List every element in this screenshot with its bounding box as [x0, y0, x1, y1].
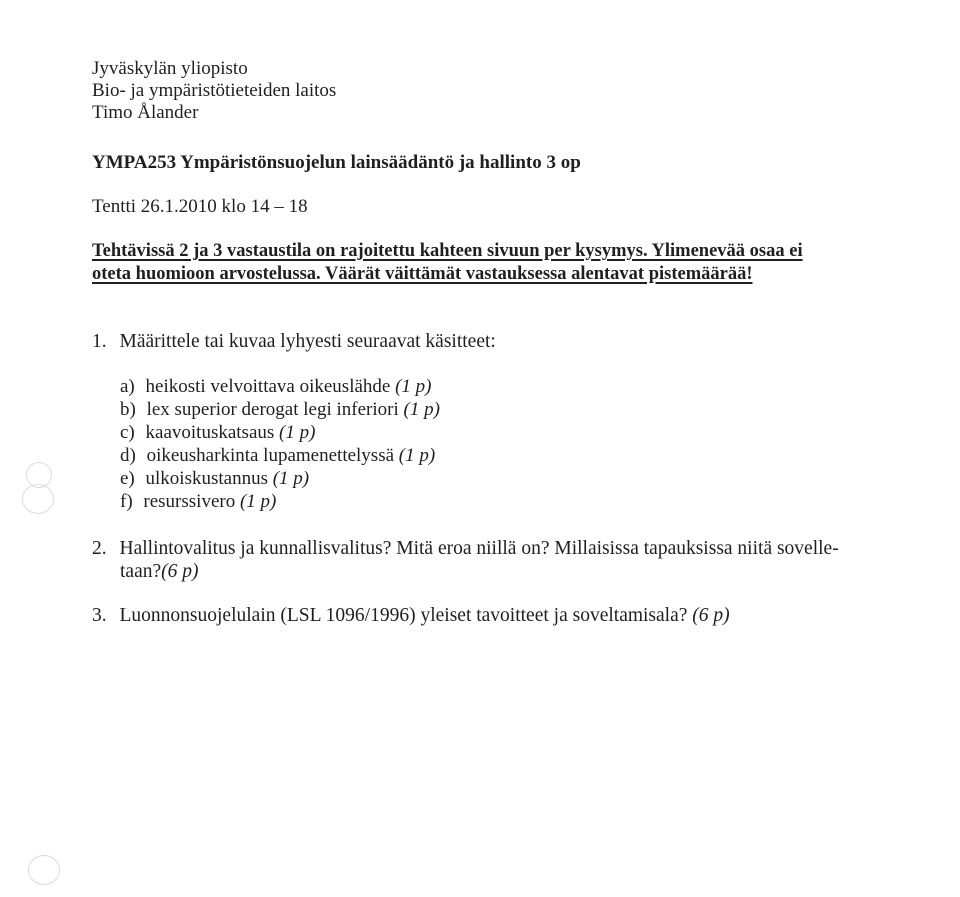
list-item	[120, 491, 276, 513]
list-item	[120, 376, 432, 398]
instructions-line-2: oteta huomioon arvostelussa. Väärät väittämät vastauksessa alentavat pistemäärää!	[92, 264, 753, 284]
item-letter: e)	[120, 468, 135, 489]
item-points: (1 p)	[272, 468, 310, 489]
item-text: oikeusharkinta lupamenettelyssä	[146, 445, 395, 466]
punch-hole-mark	[28, 855, 60, 885]
question-2-continuation	[120, 561, 199, 583]
list-item	[120, 399, 440, 421]
item-points: (1 p)	[403, 399, 440, 420]
question-text: Hallintovalitus ja kunnallisvalitus? Mitä eroa niillä on? Millaisissa tapauksissa niitä sovelle-	[119, 538, 839, 559]
punch-hole-mark	[22, 484, 54, 514]
item-letter: c)	[120, 422, 135, 443]
question-number: 1.	[92, 331, 107, 352]
item-text: ulkoiskustannus	[145, 468, 268, 489]
question-3	[92, 605, 730, 627]
item-letter: d)	[120, 445, 136, 466]
instructions-line-1: Tehtävissä 2 ja 3 vastaustila on rajoitettu kahteen sivuun per kysymys. Ylimenevää osaa ei	[92, 241, 803, 261]
item-points: (1 p)	[398, 445, 436, 466]
question-number: 3.	[92, 605, 107, 626]
item-text: lex superior derogat legi inferiori	[146, 399, 399, 420]
question-text: Luonnonsuojelulain (LSL 1096/1996) yleiset tavoitteet ja soveltamisala?	[119, 605, 688, 626]
question-points: (6 p)	[161, 561, 199, 582]
question-text: Määrittele tai kuvaa lyhyesti seuraavat käsitteet:	[119, 331, 496, 352]
item-letter: a)	[120, 376, 135, 397]
question-text: taan?	[120, 561, 162, 582]
list-item	[120, 422, 315, 444]
teacher-name: Timo Ålander	[92, 102, 199, 123]
question-2	[92, 538, 839, 560]
item-points: (1 p)	[279, 422, 316, 443]
question-points: (6 p)	[692, 605, 730, 626]
item-text: resurssivero	[143, 491, 236, 512]
question-number: 2.	[92, 538, 107, 559]
item-letter: b)	[120, 399, 136, 420]
question-1	[92, 331, 496, 353]
department-name: Bio- ja ympäristötieteiden laitos	[92, 80, 337, 101]
exam-date: Tentti 26.1.2010 klo 14 – 18	[92, 196, 308, 217]
item-text: kaavoituskatsaus	[145, 422, 275, 443]
university-name: Jyväskylän yliopisto	[92, 58, 248, 79]
course-title: YMPA253 Ympäristönsuojelun lainsäädäntö ja hallinto 3 op	[92, 152, 581, 173]
item-text: heikosti velvoittava oikeuslähde	[145, 376, 391, 397]
list-item	[120, 445, 435, 467]
item-letter: f)	[120, 491, 133, 512]
item-points: (1 p)	[239, 491, 277, 512]
item-points: (1 p)	[395, 376, 432, 397]
list-item	[120, 468, 309, 490]
